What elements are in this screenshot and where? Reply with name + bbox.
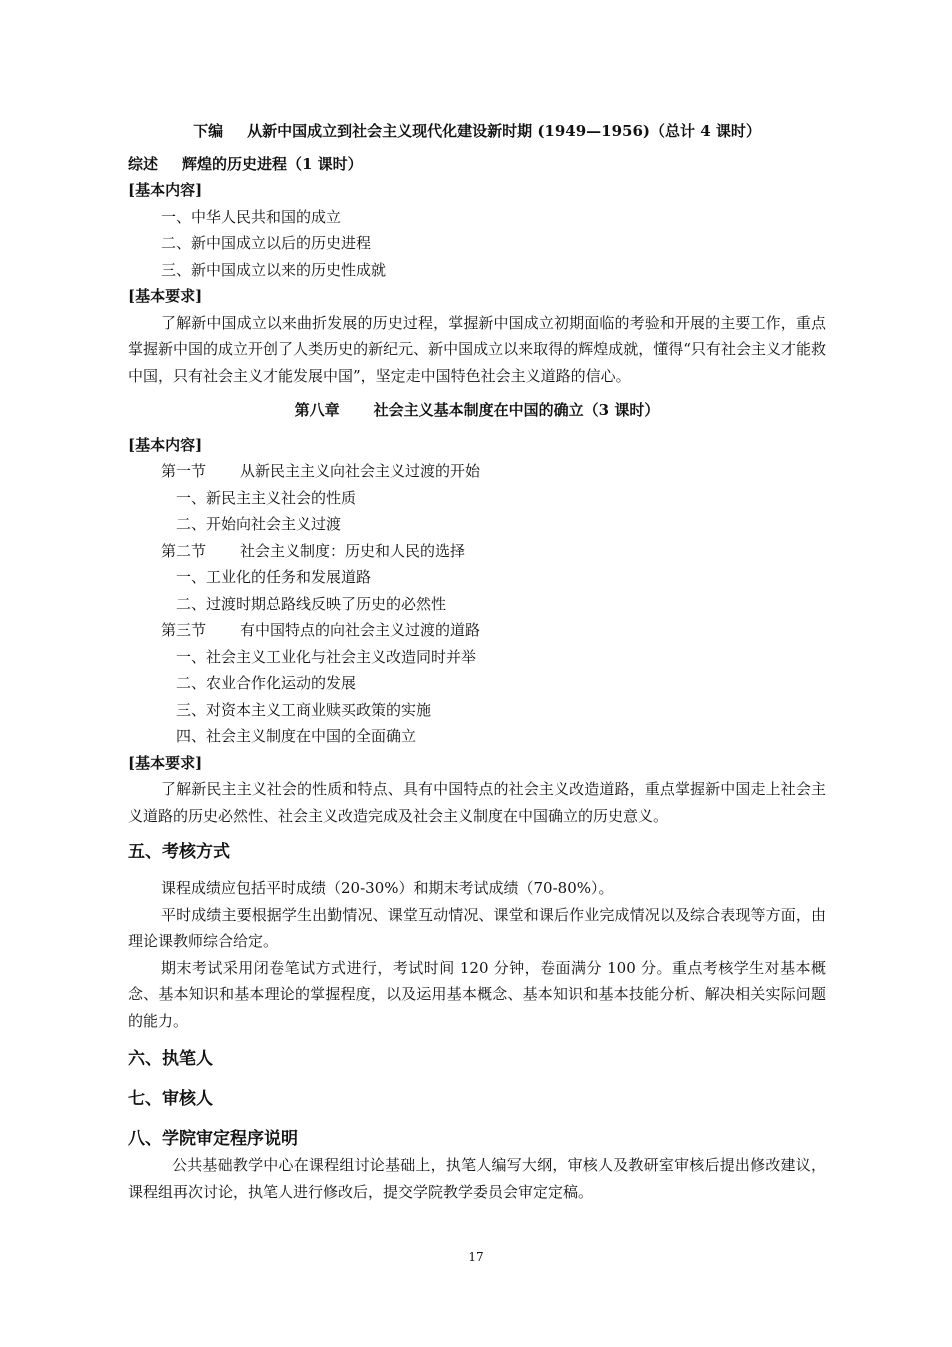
overview-title-text: 辉煌的历史进程（1 课时） [182,154,363,173]
section-label: 第三节 [161,621,207,639]
requirements-paragraph: 了解新中国成立以来曲折发展的历史过程，掌握新中国成立初期面临的考验和开展的主要工作，重点掌握新中国的成立开创了人类历史的新纪元、新中国成立以来取得的辉煌成就，懂得“只有社会主义才能救中国，只有社会主义才能发展中国”，坚定走中国特色社会主义道路的信心。 [128,313,826,385]
assessment-heading: 五、考核方式 [128,842,230,862]
approval-heading: 八、学院审定程序说明 [128,1129,298,1149]
list-item: 三、对资本主义工商业赎买政策的实施 [176,700,432,719]
list-item: 二、过渡时期总路线反映了历史的必然性 [176,594,447,613]
writer-heading: 六、执笔人 [128,1049,213,1069]
reviewer-heading: 七、审核人 [128,1089,213,1109]
list-item: 三、新中国成立以来的历史性成就 [161,260,387,279]
section-label: 第二节 [161,541,207,560]
chapter-title [128,397,826,424]
section-line [128,538,826,565]
chapter-label: 第八章 [294,401,340,419]
section-line [128,458,826,485]
document-body [128,118,826,1205]
section-title: 有中国特点的向社会主义过渡的道路 [240,621,481,639]
list-item: 二、新中国成立以后的历史进程 [161,234,372,252]
section-heading: [基本要求] [128,287,203,305]
section-heading: [基本要求] [128,753,203,772]
assessment-paragraph: 课程成绩应包括平时成绩（20-30%）和期末考试成绩（70-80%）。 [161,879,614,897]
page-number: 17 [468,1250,484,1264]
list-item: 二、农业合作化运动的发展 [176,674,357,692]
list-item: 四、社会主义制度在中国的全面确立 [176,727,417,745]
list-item: 二、开始向社会主义过渡 [176,515,342,533]
part-label: 下编 [193,122,224,140]
list-item: 一、工业化的任务和发展道路 [176,568,372,586]
overview-title [128,151,826,178]
list-item: 一、新民主主义社会的性质 [176,488,357,507]
section-title: 从新民主主义向社会主义过渡的开始 [240,462,481,480]
chapter-title-text: 社会主义基本制度在中国的确立（3 课时） [373,401,660,419]
list-item: 一、中华人民共和国的成立 [161,207,342,226]
section-line [128,617,826,644]
assessment-paragraph: 期末考试采用闭卷笔试方式进行，考试时间 120 分钟，卷面满分 100 分。重点考核学生对基本概念、基本知识和基本理论的掌握程度，以及运用基本概念、基本知识和基本技能分析、解决相关实际问题的能力。 [128,958,826,1030]
requirements-paragraph: 了解新民主主义社会的性质和特点、具有中国特点的社会主义改造道路，重点掌握新中国走上社会主义道路的历史必然性、社会主义改造完成及社会主义制度在中国确立的历史意义。 [128,780,826,825]
section-title: 社会主义制度：历史和人民的选择 [240,541,466,560]
part-title [128,118,826,145]
list-item: 一、社会主义工业化与社会主义改造同时并举 [176,647,477,666]
part-title-text: 从新中国成立到社会主义现代化建设新时期 (1949—1956)（总计 4 课时） [247,122,761,140]
assessment-paragraph: 平时成绩主要根据学生出勤情况、课堂互动情况、课堂和课后作业完成情况以及综合表现等方面，由理论课教师综合给定。 [128,905,826,950]
section-label: 第一节 [161,462,207,480]
section-heading: [基本内容] [128,435,203,454]
section-heading: [基本内容] [128,181,203,199]
approval-paragraph: 公共基础教学中心在课程组讨论基础上，执笔人编写大纲，审核人及教研室审核后提出修改建议，课程组再次讨论，执笔人进行修改后，提交学院教学委员会审定定稿。 [128,1156,826,1201]
overview-label: 综述 [128,154,159,173]
